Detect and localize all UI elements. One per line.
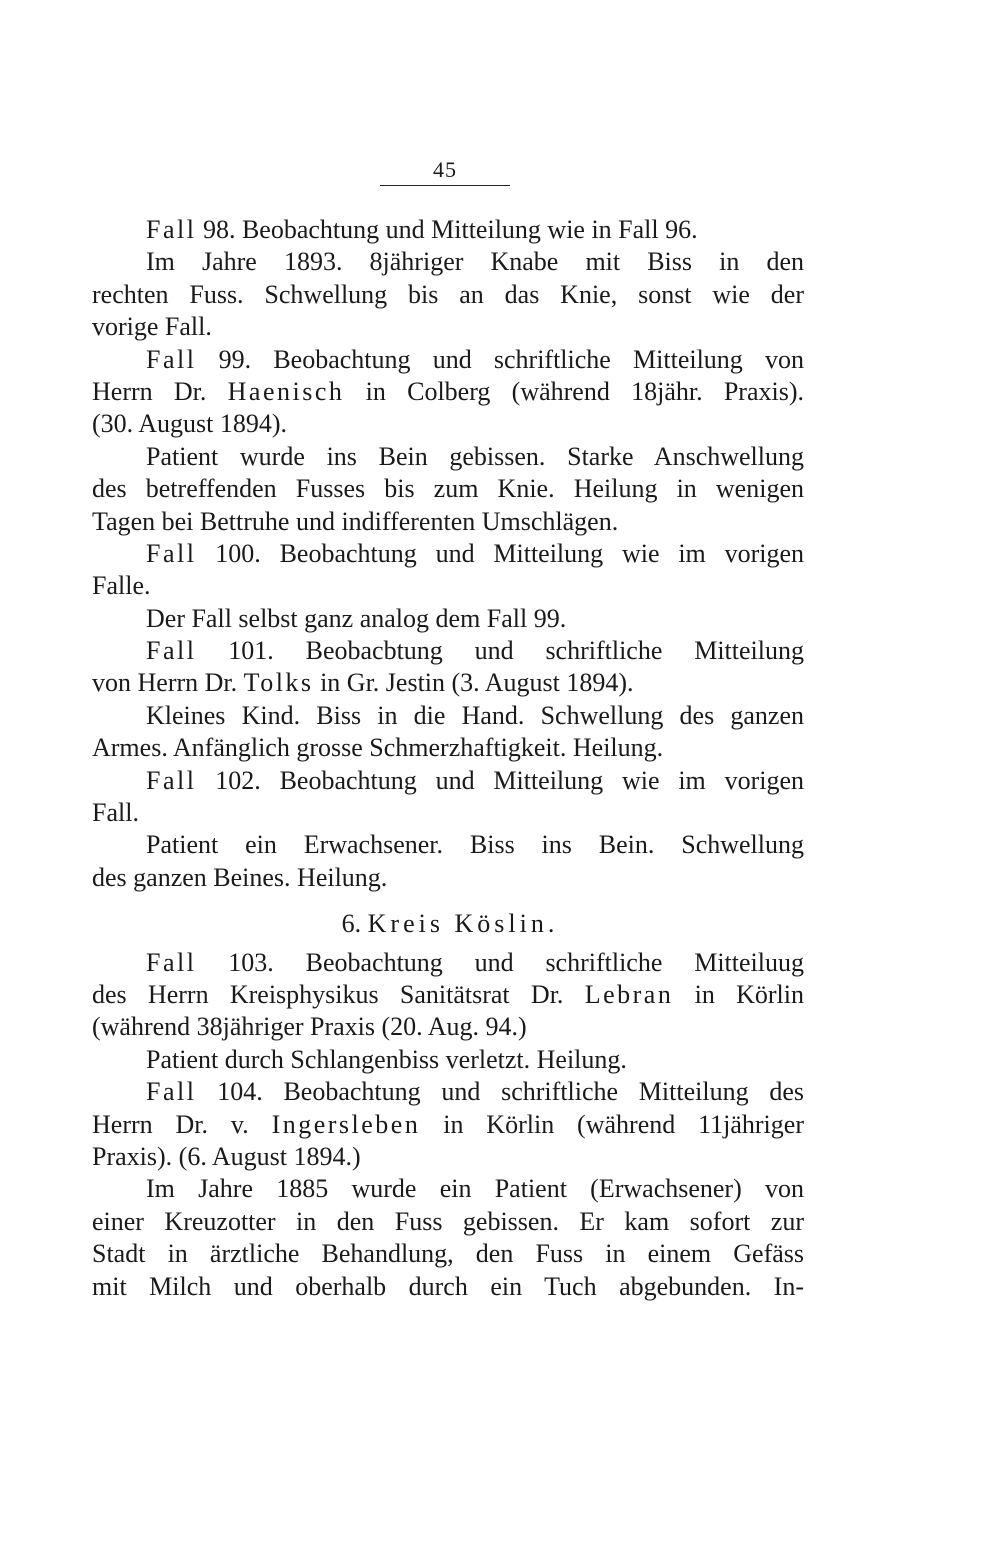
spaced-text: Tolks — [243, 668, 314, 698]
text-line — [92, 1109, 804, 1141]
text-run: Kleines Kind. Biss in die Hand. Schwellung des ganzen — [146, 700, 804, 730]
text-run: Patient durch Schlangenbiss verletzt. Heilung. — [146, 1044, 627, 1074]
text-line — [92, 635, 804, 667]
text-run: rechten Fuss. Schwellung bis an das Knie, sonst wie der — [92, 279, 804, 309]
text-run: Patient wurde ins Bein gebissen. Starke Anschwellung — [146, 441, 804, 471]
text-line — [92, 214, 804, 246]
spaced-text: Fall — [146, 1077, 197, 1107]
text-block-after-heading — [92, 947, 804, 1303]
text-line — [92, 538, 804, 570]
section-heading — [92, 908, 804, 940]
text-run: des betreffenden Fusses bis zum Knie. Heilung in wenigen — [92, 474, 804, 504]
text-run: in Colberg (während 18jähr. Praxis). — [344, 376, 804, 406]
heading-spaced-text: Kreis Köslin — [367, 909, 548, 939]
text-run: 104. Beobachtung und schriftliche Mitteilung des — [196, 1077, 804, 1107]
text-line — [92, 1271, 804, 1303]
text-run: Fall. — [92, 798, 139, 828]
text-line — [92, 862, 804, 894]
text-line — [92, 947, 804, 979]
text-run: des Herrn Kreisphysikus Sanitätsrat Dr. — [92, 979, 585, 1009]
text-line — [92, 1011, 804, 1043]
text-run: in Körlin (während 11jähriger — [420, 1109, 804, 1139]
text-run: 100. Beobachtung und Mitteilung wie im vorigen — [196, 538, 804, 568]
text-line — [92, 506, 804, 538]
text-run: des ganzen Beines. Heilung. — [92, 862, 388, 892]
text-line — [92, 1076, 804, 1108]
text-line — [92, 1044, 804, 1076]
text-run: mit Milch und oberhalb durch ein Tuch abgebunden. In- — [92, 1271, 804, 1301]
text-line — [92, 246, 804, 278]
text-line — [92, 979, 804, 1011]
text-run: Armes. Anfänglich grosse Schmerzhaftigkeit. Heilung. — [92, 733, 664, 763]
text-line — [92, 376, 804, 408]
text-run: 101. Beobacbtung und schriftliche Mitteilung — [196, 636, 804, 666]
text-run: in Gr. Jestin (3. August 1894). — [313, 668, 634, 698]
text-run: vorige Fall. — [92, 312, 212, 342]
spaced-text: Haenisch — [227, 376, 345, 406]
heading-prefix: 6. — [341, 909, 368, 939]
spaced-text: Fall — [146, 947, 197, 977]
page-number: 45 — [433, 157, 457, 182]
text-run: Herrn Dr. — [92, 376, 228, 406]
text-run: 98. Beobachtung und Mitteilung wie in Fall 96. — [196, 215, 698, 244]
text-run: einer Kreuzotter in den Fuss gebissen. Er kam sofort zur — [92, 1206, 804, 1236]
text-run: Falle. — [92, 571, 151, 601]
text-run: Tagen bei Bettruhe und indifferenten Umschlägen. — [92, 506, 619, 536]
heading-suffix: . — [547, 909, 555, 939]
text-run: 103. Beobachtung und schriftliche Mitteiluug — [196, 947, 804, 977]
text-line — [92, 1238, 804, 1270]
spaced-text: Fall — [146, 344, 197, 374]
page-number-rule — [380, 185, 510, 186]
text-line — [92, 344, 804, 376]
text-line — [92, 441, 804, 473]
text-run: Patient ein Erwachsener. Biss ins Bein. Schwellung — [146, 830, 804, 860]
text-line — [92, 797, 804, 829]
text-line — [92, 732, 804, 764]
text-run: von Herrn Dr. — [92, 668, 244, 698]
text-line — [92, 667, 804, 699]
text-run: Stadt in ärztliche Behandlung, den Fuss in einem Gefäss — [92, 1239, 804, 1269]
text-line — [92, 765, 804, 797]
text-run: 102. Beobachtung und Mitteilung wie im vorigen — [196, 765, 804, 795]
text-line — [92, 279, 804, 311]
spaced-text: Fall — [146, 765, 197, 795]
spaced-text: Lebran — [584, 979, 674, 1009]
text-line — [92, 408, 804, 440]
text-run: Praxis). (6. August 1894.) — [92, 1141, 361, 1171]
body-text — [92, 214, 804, 1303]
text-run: Der Fall selbst ganz analog dem Fall 99. — [146, 603, 567, 633]
text-line — [92, 311, 804, 343]
text-run: Im Jahre 1893. 8jähriger Knabe mit Biss in den — [146, 247, 804, 277]
text-run: (während 38jähriger Praxis (20. Aug. 94.) — [92, 1012, 527, 1042]
text-line — [92, 829, 804, 861]
text-line — [92, 603, 804, 635]
text-run: (30. August 1894). — [92, 409, 287, 439]
text-line — [92, 700, 804, 732]
spaced-text: Fall — [146, 636, 197, 666]
text-line — [92, 473, 804, 505]
text-block-before-heading — [92, 214, 804, 894]
spaced-text: Fall — [146, 538, 197, 568]
spaced-text: Fall — [146, 215, 197, 244]
text-run: in Körlin — [673, 979, 804, 1009]
text-line — [92, 1141, 804, 1173]
text-run: Im Jahre 1885 wurde ein Patient (Erwachsener) von — [146, 1174, 804, 1204]
text-run: 99. Beobachtung und schriftliche Mitteilung von — [196, 344, 804, 374]
text-line — [92, 1206, 804, 1238]
text-line — [92, 1173, 804, 1205]
text-line — [92, 570, 804, 602]
text-run: Herrn Dr. v. — [92, 1109, 272, 1139]
spaced-text: Ingersleben — [271, 1109, 421, 1139]
